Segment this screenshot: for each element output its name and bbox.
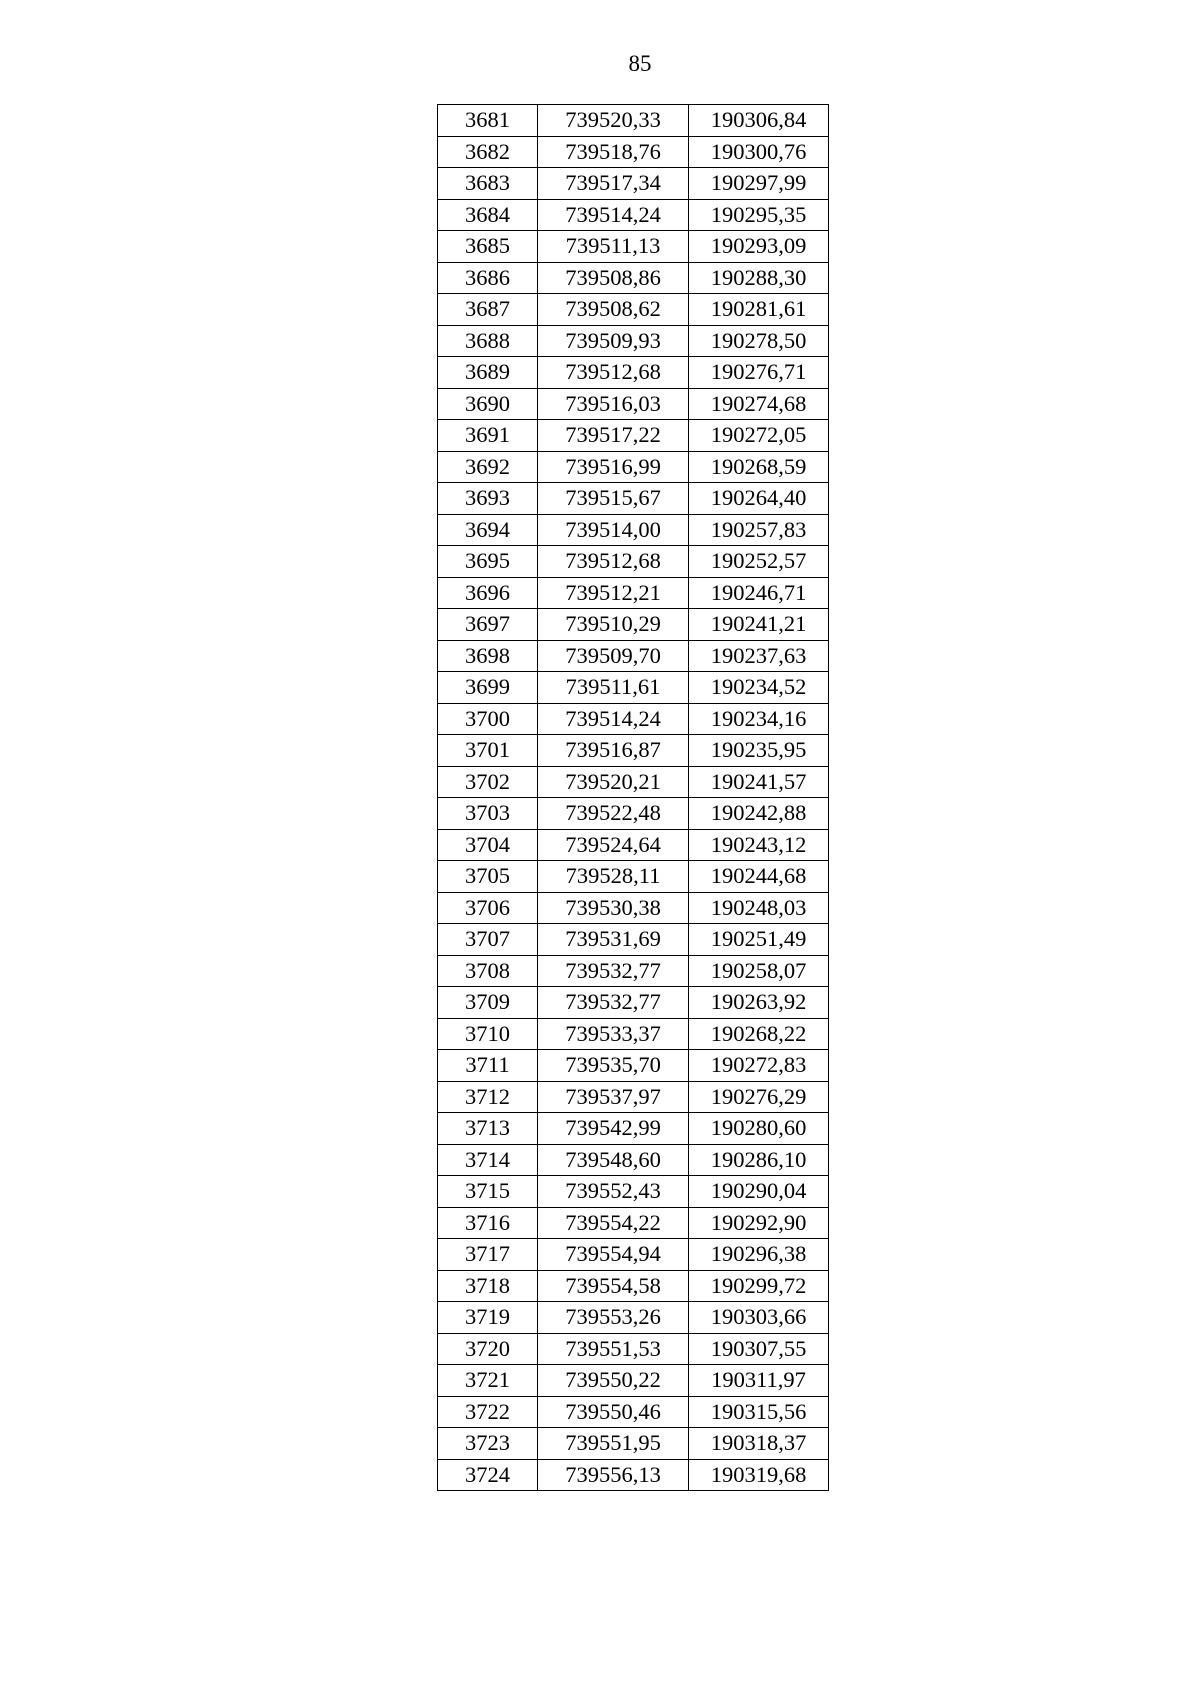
x-coordinate-cell: 739520,33 — [538, 105, 689, 137]
point-number-cell: 3712 — [438, 1081, 538, 1113]
point-number-cell: 3703 — [438, 798, 538, 830]
point-number-cell: 3698 — [438, 640, 538, 672]
point-number-cell: 3694 — [438, 514, 538, 546]
point-number-cell: 3705 — [438, 861, 538, 893]
y-coordinate-cell: 190264,40 — [689, 483, 829, 515]
point-number-cell: 3700 — [438, 703, 538, 735]
point-number-cell: 3718 — [438, 1270, 538, 1302]
point-number-cell: 3686 — [438, 262, 538, 294]
point-number-cell: 3722 — [438, 1396, 538, 1428]
x-coordinate-cell: 739556,13 — [538, 1459, 689, 1491]
table-row — [438, 1459, 829, 1491]
y-coordinate-cell: 190246,71 — [689, 577, 829, 609]
y-coordinate-cell: 190241,57 — [689, 766, 829, 798]
y-coordinate-cell: 190243,12 — [689, 829, 829, 861]
x-coordinate-cell: 739516,99 — [538, 451, 689, 483]
x-coordinate-cell: 739516,87 — [538, 735, 689, 767]
x-coordinate-cell: 739554,22 — [538, 1207, 689, 1239]
point-number-cell: 3690 — [438, 388, 538, 420]
y-coordinate-cell: 190297,99 — [689, 168, 829, 200]
point-number-cell: 3689 — [438, 357, 538, 389]
y-coordinate-cell: 190276,29 — [689, 1081, 829, 1113]
y-coordinate-cell: 190242,88 — [689, 798, 829, 830]
table-row — [438, 1113, 829, 1145]
y-coordinate-cell: 190318,37 — [689, 1428, 829, 1460]
y-coordinate-cell: 190272,05 — [689, 420, 829, 452]
table-row — [438, 1396, 829, 1428]
y-coordinate-cell: 190295,35 — [689, 199, 829, 231]
table-row — [438, 168, 829, 200]
y-coordinate-cell: 190280,60 — [689, 1113, 829, 1145]
point-number-cell: 3716 — [438, 1207, 538, 1239]
table-row — [438, 546, 829, 578]
y-coordinate-cell: 190300,76 — [689, 136, 829, 168]
table-row — [438, 735, 829, 767]
table-row — [438, 892, 829, 924]
y-coordinate-cell: 190319,68 — [689, 1459, 829, 1491]
y-coordinate-cell: 190244,68 — [689, 861, 829, 893]
y-coordinate-cell: 190268,59 — [689, 451, 829, 483]
table-row — [438, 1018, 829, 1050]
y-coordinate-cell: 190272,83 — [689, 1050, 829, 1082]
table-row — [438, 294, 829, 326]
x-coordinate-cell: 739514,24 — [538, 199, 689, 231]
y-coordinate-cell: 190252,57 — [689, 546, 829, 578]
x-coordinate-cell: 739550,46 — [538, 1396, 689, 1428]
x-coordinate-cell: 739553,26 — [538, 1302, 689, 1334]
table-row — [438, 231, 829, 263]
y-coordinate-cell: 190257,83 — [689, 514, 829, 546]
y-coordinate-cell: 190274,68 — [689, 388, 829, 420]
point-number-cell: 3696 — [438, 577, 538, 609]
x-coordinate-cell: 739508,86 — [538, 262, 689, 294]
point-number-cell: 3702 — [438, 766, 538, 798]
point-number-cell: 3719 — [438, 1302, 538, 1334]
point-number-cell: 3710 — [438, 1018, 538, 1050]
y-coordinate-cell: 190303,66 — [689, 1302, 829, 1334]
table-row — [438, 1144, 829, 1176]
y-coordinate-cell: 190251,49 — [689, 924, 829, 956]
y-coordinate-cell: 190276,71 — [689, 357, 829, 389]
table-row — [438, 798, 829, 830]
table-row — [438, 1176, 829, 1208]
table-row — [438, 861, 829, 893]
y-coordinate-cell: 190237,63 — [689, 640, 829, 672]
x-coordinate-cell: 739511,13 — [538, 231, 689, 263]
point-number-cell: 3691 — [438, 420, 538, 452]
y-coordinate-cell: 190286,10 — [689, 1144, 829, 1176]
y-coordinate-cell: 190292,90 — [689, 1207, 829, 1239]
x-coordinate-cell: 739524,64 — [538, 829, 689, 861]
point-number-cell: 3723 — [438, 1428, 538, 1460]
table-row — [438, 577, 829, 609]
point-number-cell: 3701 — [438, 735, 538, 767]
point-number-cell: 3687 — [438, 294, 538, 326]
table-row — [438, 766, 829, 798]
x-coordinate-cell: 739548,60 — [538, 1144, 689, 1176]
y-coordinate-cell: 190311,97 — [689, 1365, 829, 1397]
x-coordinate-cell: 739522,48 — [538, 798, 689, 830]
y-coordinate-cell: 190281,61 — [689, 294, 829, 326]
x-coordinate-cell: 739512,68 — [538, 357, 689, 389]
point-number-cell: 3692 — [438, 451, 538, 483]
x-coordinate-cell: 739514,24 — [538, 703, 689, 735]
x-coordinate-cell: 739554,94 — [538, 1239, 689, 1271]
point-number-cell: 3717 — [438, 1239, 538, 1271]
y-coordinate-cell: 190299,72 — [689, 1270, 829, 1302]
y-coordinate-cell: 190258,07 — [689, 955, 829, 987]
table-row — [438, 325, 829, 357]
x-coordinate-cell: 739554,58 — [538, 1270, 689, 1302]
x-coordinate-cell: 739512,21 — [538, 577, 689, 609]
table-row — [438, 451, 829, 483]
x-coordinate-cell: 739537,97 — [538, 1081, 689, 1113]
table-row — [438, 483, 829, 515]
x-coordinate-cell: 739532,77 — [538, 955, 689, 987]
point-number-cell: 3693 — [438, 483, 538, 515]
x-coordinate-cell: 739510,29 — [538, 609, 689, 641]
table-row — [438, 105, 829, 137]
page-number: 85 — [628, 51, 652, 76]
table-row — [438, 1333, 829, 1365]
table-row — [438, 136, 829, 168]
x-coordinate-cell: 739533,37 — [538, 1018, 689, 1050]
point-number-cell: 3684 — [438, 199, 538, 231]
coordinates-table — [437, 104, 829, 1491]
x-coordinate-cell: 739518,76 — [538, 136, 689, 168]
table-row — [438, 1302, 829, 1334]
table-row — [438, 987, 829, 1019]
y-coordinate-cell: 190234,16 — [689, 703, 829, 735]
x-coordinate-cell: 739516,03 — [538, 388, 689, 420]
table-row — [438, 703, 829, 735]
y-coordinate-cell: 190241,21 — [689, 609, 829, 641]
point-number-cell: 3685 — [438, 231, 538, 263]
point-number-cell: 3681 — [438, 105, 538, 137]
point-number-cell: 3708 — [438, 955, 538, 987]
y-coordinate-cell: 190290,04 — [689, 1176, 829, 1208]
table-row — [438, 357, 829, 389]
y-coordinate-cell: 190278,50 — [689, 325, 829, 357]
table-row — [438, 609, 829, 641]
point-number-cell: 3715 — [438, 1176, 538, 1208]
x-coordinate-cell: 739551,95 — [538, 1428, 689, 1460]
x-coordinate-cell: 739528,11 — [538, 861, 689, 893]
point-number-cell: 3699 — [438, 672, 538, 704]
table-row — [438, 1365, 829, 1397]
x-coordinate-cell: 739517,34 — [538, 168, 689, 200]
point-number-cell: 3721 — [438, 1365, 538, 1397]
table-row — [438, 1270, 829, 1302]
table-row — [438, 1081, 829, 1113]
point-number-cell: 3697 — [438, 609, 538, 641]
x-coordinate-cell: 739509,70 — [538, 640, 689, 672]
point-number-cell: 3682 — [438, 136, 538, 168]
x-coordinate-cell: 739509,93 — [538, 325, 689, 357]
table-row — [438, 388, 829, 420]
y-coordinate-cell: 190296,38 — [689, 1239, 829, 1271]
table-row — [438, 924, 829, 956]
table-row — [438, 672, 829, 704]
point-number-cell: 3711 — [438, 1050, 538, 1082]
x-coordinate-cell: 739511,61 — [538, 672, 689, 704]
point-number-cell: 3724 — [438, 1459, 538, 1491]
y-coordinate-cell: 190288,30 — [689, 262, 829, 294]
table-row — [438, 199, 829, 231]
point-number-cell: 3695 — [438, 546, 538, 578]
table-row — [438, 1428, 829, 1460]
x-coordinate-cell: 739514,00 — [538, 514, 689, 546]
table-row — [438, 1207, 829, 1239]
table-row — [438, 640, 829, 672]
x-coordinate-cell: 739508,62 — [538, 294, 689, 326]
y-coordinate-cell: 190293,09 — [689, 231, 829, 263]
point-number-cell: 3706 — [438, 892, 538, 924]
point-number-cell: 3707 — [438, 924, 538, 956]
point-number-cell: 3709 — [438, 987, 538, 1019]
x-coordinate-cell: 739531,69 — [538, 924, 689, 956]
table-row — [438, 829, 829, 861]
point-number-cell: 3704 — [438, 829, 538, 861]
y-coordinate-cell: 190307,55 — [689, 1333, 829, 1365]
x-coordinate-cell: 739551,53 — [538, 1333, 689, 1365]
point-number-cell: 3683 — [438, 168, 538, 200]
table-row — [438, 1239, 829, 1271]
table-row — [438, 262, 829, 294]
x-coordinate-cell: 739550,22 — [538, 1365, 689, 1397]
x-coordinate-cell: 739512,68 — [538, 546, 689, 578]
x-coordinate-cell: 739520,21 — [538, 766, 689, 798]
x-coordinate-cell: 739542,99 — [538, 1113, 689, 1145]
y-coordinate-cell: 190248,03 — [689, 892, 829, 924]
table-row — [438, 420, 829, 452]
point-number-cell: 3713 — [438, 1113, 538, 1145]
table-row — [438, 1050, 829, 1082]
y-coordinate-cell: 190268,22 — [689, 1018, 829, 1050]
y-coordinate-cell: 190234,52 — [689, 672, 829, 704]
coordinates-table-body — [438, 105, 829, 1491]
x-coordinate-cell: 739552,43 — [538, 1176, 689, 1208]
x-coordinate-cell: 739517,22 — [538, 420, 689, 452]
x-coordinate-cell: 739532,77 — [538, 987, 689, 1019]
x-coordinate-cell: 739530,38 — [538, 892, 689, 924]
point-number-cell: 3720 — [438, 1333, 538, 1365]
y-coordinate-cell: 190306,84 — [689, 105, 829, 137]
y-coordinate-cell: 190235,95 — [689, 735, 829, 767]
point-number-cell: 3714 — [438, 1144, 538, 1176]
point-number-cell: 3688 — [438, 325, 538, 357]
x-coordinate-cell: 739515,67 — [538, 483, 689, 515]
table-row — [438, 955, 829, 987]
y-coordinate-cell: 190315,56 — [689, 1396, 829, 1428]
x-coordinate-cell: 739535,70 — [538, 1050, 689, 1082]
y-coordinate-cell: 190263,92 — [689, 987, 829, 1019]
table-row — [438, 514, 829, 546]
